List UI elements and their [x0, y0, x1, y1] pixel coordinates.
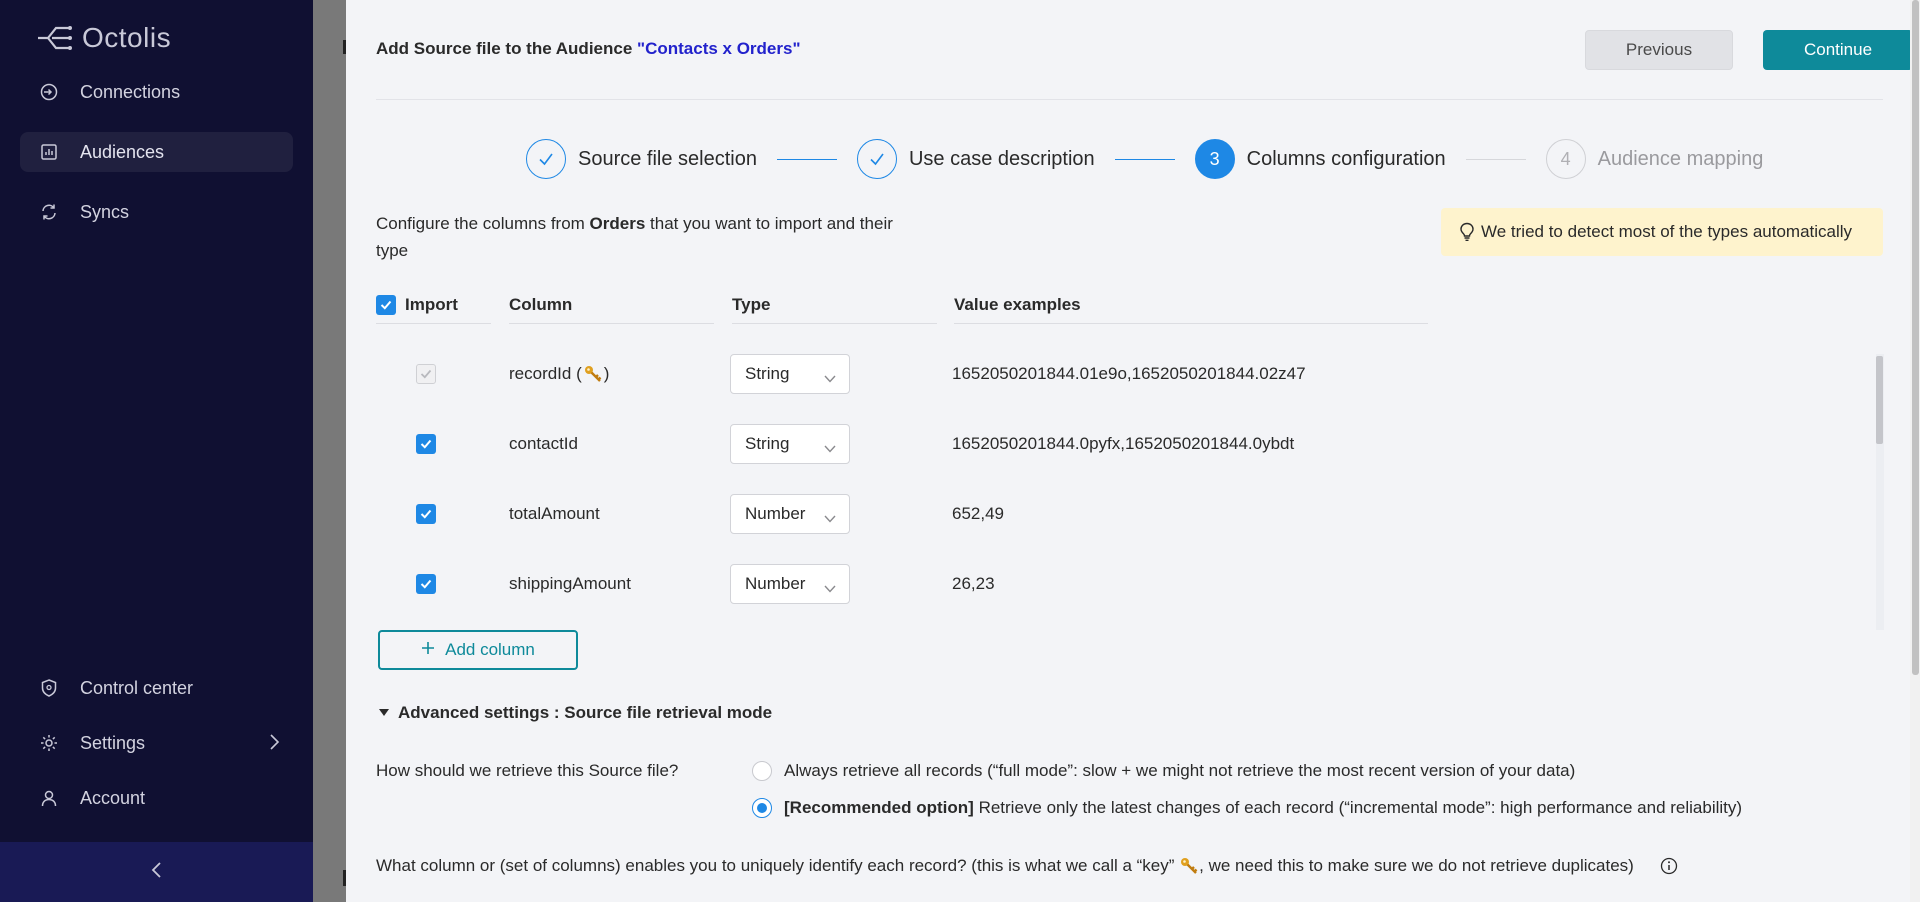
sidebar-item-audiences[interactable] — [20, 132, 293, 172]
continue-button[interactable]: Continue — [1763, 30, 1913, 70]
add-column-button[interactable] — [378, 630, 578, 670]
sync-icon — [38, 201, 60, 223]
sidebar — [0, 0, 313, 902]
gear-icon — [38, 732, 60, 754]
type-select-value: String — [745, 434, 790, 453]
chevron-right-icon — [267, 733, 281, 756]
column-name: totalAmount — [509, 504, 600, 523]
step-columns-configuration — [1195, 139, 1446, 179]
type-select[interactable] — [730, 424, 850, 464]
table-scrollbar-thumb[interactable] — [1876, 356, 1883, 444]
table-row — [376, 494, 1536, 534]
type-select-value: String — [745, 364, 790, 383]
import-checkbox[interactable] — [416, 504, 436, 524]
column-name-suffix: ) — [603, 364, 610, 383]
import-header — [376, 286, 491, 324]
radio-button[interactable] — [752, 761, 772, 781]
type-select-value: Number — [745, 574, 806, 593]
radio-option-full-mode[interactable] — [752, 761, 1575, 781]
hint-text: We tried to detect most of the types automatically — [1481, 222, 1853, 241]
import-cell — [416, 354, 436, 394]
type-cell — [730, 494, 850, 534]
sidebar-item-connections[interactable] — [20, 72, 293, 112]
info-icon[interactable] — [1660, 857, 1678, 875]
step-audience-mapping — [1546, 139, 1764, 179]
step-connector — [1115, 159, 1175, 160]
sidebar-item-label: Connections — [80, 81, 181, 102]
column-name: recordId ( — [509, 364, 582, 383]
plus-icon — [421, 640, 435, 660]
sidebar-item-label: Account — [80, 787, 146, 808]
type-select[interactable] — [730, 354, 850, 394]
app-name: Octolis — [82, 22, 172, 53]
key-question-text: , we need this to make sure we do not retrieve duplicates) — [1199, 856, 1634, 875]
value-examples: 652,49 — [952, 504, 1004, 523]
import-header-label: Import — [405, 294, 458, 314]
table-row — [376, 424, 1536, 464]
column-name: contactId — [509, 434, 578, 453]
radio-option-incremental-mode[interactable] — [752, 798, 1742, 818]
sidebar-item-label: Control center — [80, 677, 194, 698]
step-connector — [777, 159, 837, 160]
step-label: Audience mapping — [1597, 147, 1764, 170]
step-label: Use case description — [908, 147, 1095, 170]
add-source-file-modal — [346, 0, 1920, 902]
key-icon — [1179, 856, 1199, 876]
shield-icon — [38, 677, 60, 699]
app-logo[interactable] — [36, 20, 171, 56]
value-examples-header: Value examples — [954, 286, 1428, 324]
advanced-settings-toggle[interactable] — [378, 703, 772, 723]
stepper — [526, 138, 1763, 180]
sidebar-item-label: Audiences — [80, 141, 165, 162]
sidebar-item-syncs[interactable] — [20, 192, 293, 232]
config-desc-text: Configure the columns from — [376, 214, 590, 233]
sidebar-item-account[interactable] — [20, 778, 293, 818]
step-label: Source file selection — [578, 147, 757, 170]
retrieval-question: How should we retrieve this Source file? — [376, 761, 679, 780]
import-cell — [416, 564, 436, 604]
sidebar-item-control-center[interactable] — [20, 668, 293, 708]
type-cell — [730, 354, 850, 394]
audiences-icon — [38, 141, 60, 163]
value-examples: 1652050201844.0pyfx,1652050201844.0ybdt — [952, 434, 1295, 453]
column-header: Column — [509, 286, 714, 324]
type-select-value: Number — [745, 504, 806, 523]
modal-title — [376, 39, 801, 59]
step-source-file-selection — [526, 139, 757, 179]
caret-down-icon — [378, 703, 390, 723]
auto-detect-hint — [1441, 208, 1883, 256]
radio-label: Always retrieve all records (“full mode”: slow + we might not retrieve the most recent version of your data) — [784, 761, 1576, 780]
type-cell — [730, 564, 850, 604]
table-row — [376, 564, 1536, 604]
collapse-sidebar-button[interactable] — [0, 842, 313, 902]
step-label: Columns configuration — [1246, 147, 1446, 170]
octolis-logo-icon — [36, 20, 72, 56]
import-cell — [416, 424, 436, 464]
sidebar-item-label: Syncs — [80, 201, 130, 222]
column-name: shippingAmount — [509, 574, 631, 593]
step-connector — [1466, 159, 1526, 160]
lightbulb-icon — [1459, 222, 1475, 242]
type-header: Type — [732, 286, 937, 324]
modal-header — [376, 0, 1883, 100]
chevron-down-icon — [823, 369, 837, 389]
import-checkbox-disabled — [416, 364, 436, 384]
value-examples: 1652050201844.01e9o,1652050201844.02z47 — [952, 364, 1306, 383]
chevron-down-icon — [823, 509, 837, 529]
type-select[interactable] — [730, 564, 850, 604]
radio-label: Retrieve only the latest changes of each record (“incremental mode”: high performance and reliability) — [973, 798, 1743, 817]
source-name: Orders — [589, 214, 646, 233]
chevron-down-icon — [823, 439, 837, 459]
page-scrollbar-thumb[interactable] — [1912, 0, 1919, 675]
step-use-case-description — [857, 139, 1095, 179]
import-cell — [416, 494, 436, 534]
recommended-tag: [Recommended option] — [784, 798, 974, 817]
import-checkbox[interactable] — [416, 574, 436, 594]
key-question — [376, 856, 1678, 876]
modal-title-prefix: Add Source file to the Audience — [376, 39, 638, 58]
audience-name: "Contacts x Orders" — [637, 39, 801, 58]
connections-icon — [38, 81, 60, 103]
modal-backdrop[interactable] — [313, 0, 346, 902]
table-row — [376, 354, 1536, 394]
check-icon — [526, 139, 566, 179]
step-number: 4 — [1546, 139, 1586, 179]
radio-button-selected[interactable] — [752, 798, 772, 818]
previous-button[interactable]: Previous — [1585, 30, 1733, 70]
select-all-checkbox[interactable] — [376, 295, 396, 315]
value-examples: 26,23 — [952, 574, 995, 593]
type-cell — [730, 424, 850, 464]
type-select[interactable] — [730, 494, 850, 534]
key-icon — [583, 364, 603, 384]
key-question-text: What column or (set of columns) enables you to uniquely identify each record? (this is what we call a “key” — [376, 856, 1180, 875]
import-checkbox[interactable] — [416, 434, 436, 454]
user-icon — [38, 787, 60, 809]
page-scrollbar[interactable] — [1910, 0, 1920, 902]
chevron-left-icon — [150, 860, 164, 885]
chevron-down-icon — [823, 579, 837, 599]
sidebar-item-label: Settings — [80, 732, 146, 753]
config-description — [376, 210, 896, 264]
add-column-label: Add column — [445, 640, 535, 659]
check-icon — [857, 139, 897, 179]
sidebar-item-settings[interactable] — [20, 723, 293, 763]
step-number: 3 — [1195, 139, 1235, 179]
column-name-cell — [509, 354, 609, 394]
advanced-settings-title: Advanced settings : Source file retrieval mode — [398, 703, 773, 722]
config-desc-text: that you want to import and their type — [376, 214, 893, 260]
